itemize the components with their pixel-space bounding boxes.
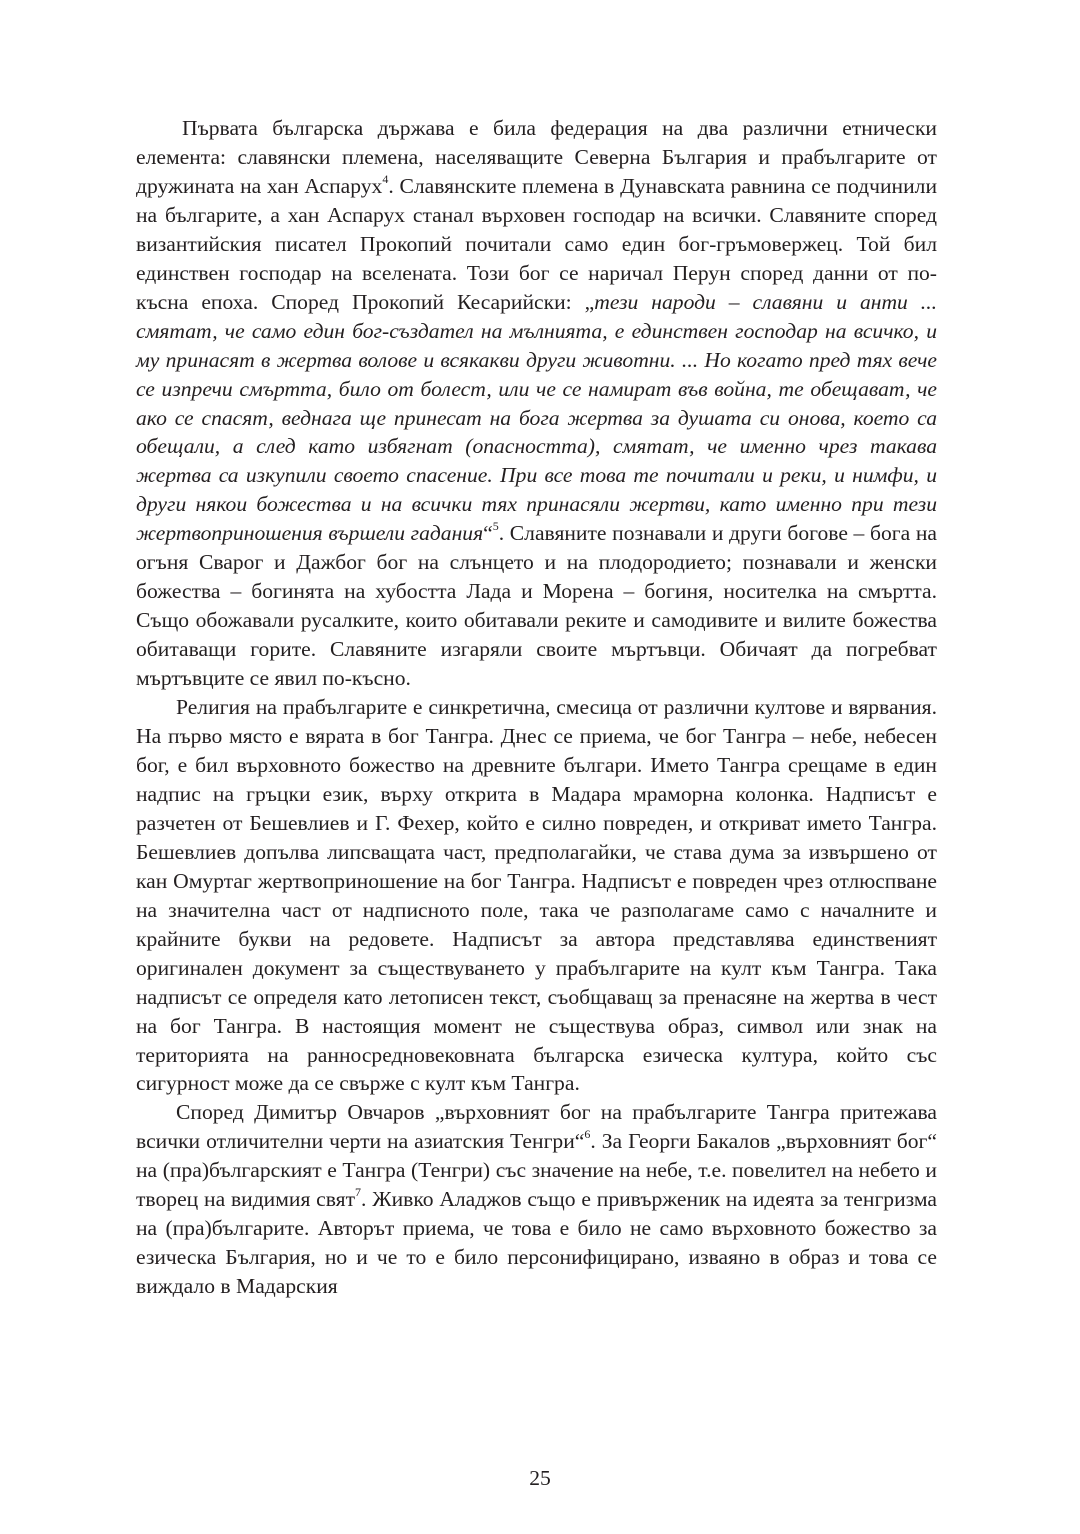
paragraph-text: Според Димитър Овчаров „върховният бог на прабългарите Тангра притежава всички отличителни черти на азиатския Тенгри“ — [136, 1100, 937, 1154]
paragraph-text: . Славяните познавали и други богове – бога на огъня Сварог и Дажбог бог на слънцето и на плодородието; познавали и женски божества – богинята на хубостта Лада и Морена – богиня, носителка на смъртта. Също обожавали русалките, които обитавали реките и самодивите и вилите божества обитаващи горите. Славяните изгаряли своите мъртъвци. Обичаят да погребват мъртъвците се явил по-късно. — [136, 521, 937, 691]
paragraph-text: Религия на прабългарите е синкретична, смесица от различни култове и вярвания. На първо място е вярата в бог Тангра. Днес се приема, че бог Тангра – небе, небесен бог, е бил върховното божество на древните българи. Името Тангра срещаме в един надпис на гръцки език, върху открита в Мадара мраморна колонка. Надписът е разчетен от Бешевлиев и Г. Фехер, който е силно повреден, и откриват името Тангра. Бешевлиев допълва липсващата част, предполагайки, че става дума за извършено от кан Омуртаг жертвоприношение на бог Тангра. Надписът е повреден чрез отлюспване на значителна част от надписното поле, така че разполагаме само с началните и крайните букви на редовете. Надписът за автора представлява единственият оригинален документ за съществуването у прабългарите на култ към Тангра. Така надписът се определя като летописен текст, съобщаващ за пренасяне на жертва в чест на бог Тангра. В настоящия момент не съществува образ, символ или знак на територията на ранносредновековната българска езическа култура, който със сигурност може да се свърже с култ към Тангра. — [136, 695, 937, 1096]
paragraph-text: Първата българска държава е била федерация на два различни етнически елемента: славянски племена, населяващите Северна България и прабългарите от дружината на хан Аспарух — [136, 116, 937, 198]
footnote-ref-7[interactable]: 7 — [355, 1185, 362, 1200]
paragraph-2 — [136, 693, 937, 1098]
footnote-ref-4[interactable]: 4 — [382, 171, 389, 186]
paragraph-text: . Славянските племена в Дунавската равнина се подчинили на българите, а хан Аспарух станал върховен господар на всички. Славяните според византийския писател Прокопий почитали само един бог-гръмовержец. Той бил единствен господар на вселената. Този бог се наричал Перун според данни от по-късна епоха. Според Прокопий Кесарийски: „ — [136, 173, 938, 314]
footnote-ref-5[interactable]: 5 — [492, 519, 499, 534]
page-number: 25 — [529, 1466, 551, 1490]
paragraph-1 — [136, 114, 937, 693]
document-page — [136, 114, 937, 1301]
paragraph-text: . Живко Аладжов също е привърженик на идеята за тенгризма на (пра)българите. Авторът приема, че това е било не само върховното божество за езическа България, но и че то е било персонифицирано, изваяно в образ и това се виждало в Мадарския — [136, 1187, 937, 1299]
paragraph-3 — [136, 1098, 937, 1301]
closing-quote-mark: “ — [483, 521, 493, 546]
paragraph-text: . За Георги Бакалов „върховният бог“ на (пра)българският е Тангра (Тенгри) със значение на небе, т.е. повелител на небето и творец на видимия свят — [136, 1129, 938, 1212]
quotation: тези народи – славяни и анти ... смятат, че само един бог-създател на мълнията, е единствен господар на всичко, и му принасят в жертва волове и всякакви други животни. ... Но когато пред тях вече се изпречи смъртта, било от болест, или че се намират във война, те обещават, че ако се спасят, веднага ще принесат на бога жертва за душата си онова, което са обещали, а след като избягнат (опасността), смятат, че именно чрез такава жертва са изкупили своето спасение. При все това те почитали и реки, и нимфи, и други някои божества и на всички тях принасяли жертви, като именно при тези жертвоприношения вършели гадания — [136, 289, 937, 546]
footnote-ref-6[interactable]: 6 — [584, 1127, 591, 1142]
